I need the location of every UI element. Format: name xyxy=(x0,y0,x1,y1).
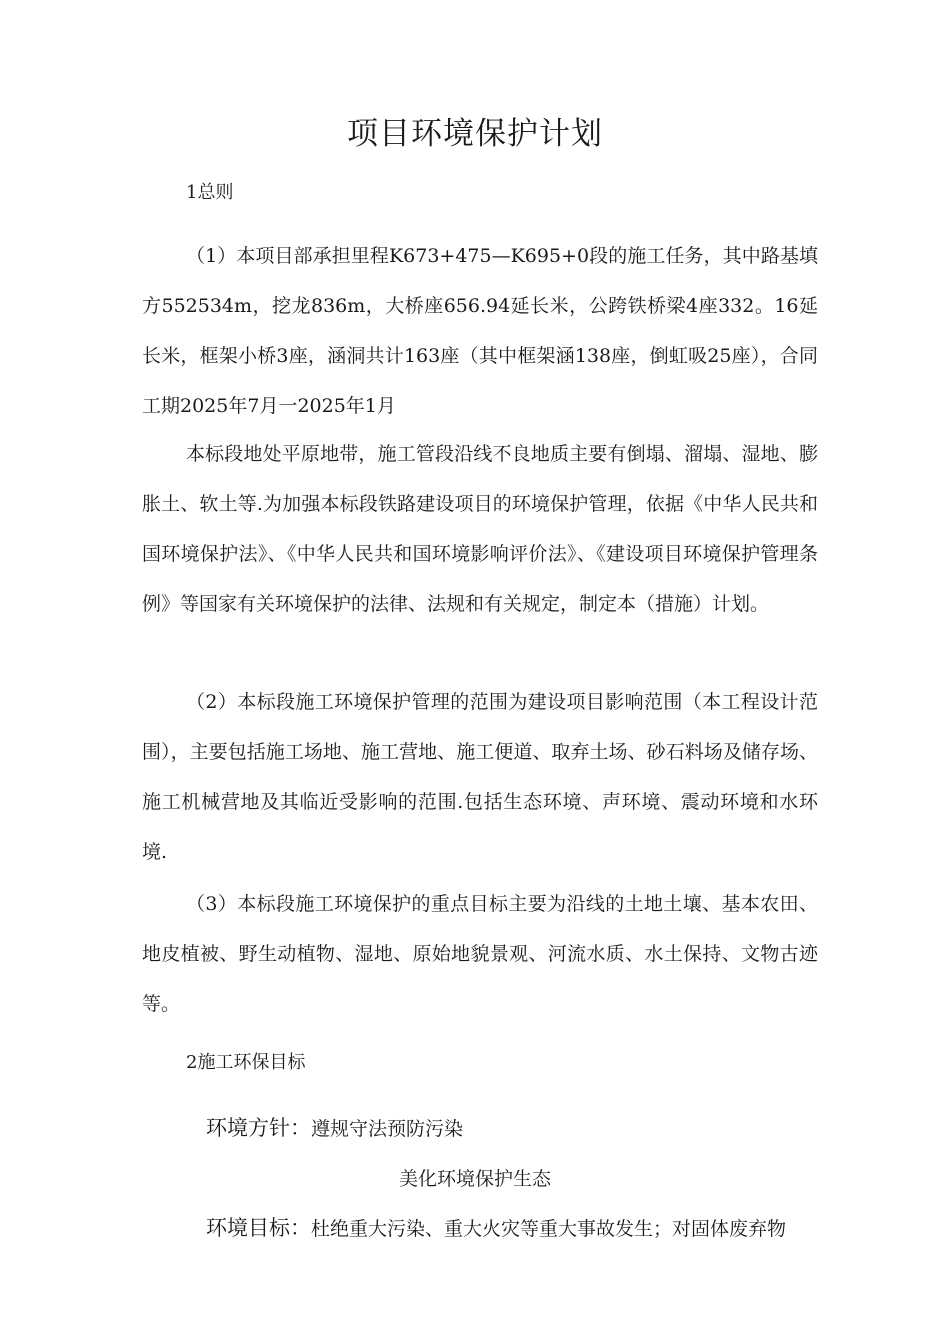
policy-second-line: 美化环境保护生态 xyxy=(398,1168,551,1190)
target-label: 环境目标： xyxy=(206,1216,311,1240)
environment-target-line xyxy=(206,1212,786,1242)
policy-text: 遵规守法预防污染 xyxy=(311,1118,464,1140)
target-text: 杜绝重大污染、重大火灾等重大事故发生；对固体废弃物 xyxy=(311,1218,787,1240)
paragraph-3: （2）本标段施工环境保护管理的范围为建设项目影响范围（本工程设计范围），主要包括施工场地、施工营地、施工便道、取弃土场、砂石料场及储存场、施工机械营地及其临近受影响的范围.包括生态环境、声环境、震动环境和水环境. xyxy=(142,691,818,863)
paragraph-4: （3）本标段施工环境保护的重点目标主要为沿线的土地土壤、基本农田、地皮植被、野生动植物、湿地、原始地貌景观、河流水质、水土保持、文物古迹等。 xyxy=(142,893,818,1015)
section-1-heading: 1总则 xyxy=(186,182,234,203)
paragraph-2: 本标段地处平原地带，施工管段沿线不良地质主要有倒塌、溜塌、湿地、膨胀土、软土等.为加强本标段铁路建设项目的环境保护管理，依据《中华人民共和国环境保护法》、《中华人民共和国环境影响评价法》、《建设项目环境保护管理条例》等国家有关环境保护的法律、法规和有关规定，制定本（措施）计划。 xyxy=(142,443,818,615)
paragraph-1: （1）本项目部承担里程K673+475—K695+0段的施工任务，其中路基填方552534m，挖龙836m，大桥座656.94延长米，公跨铁桥梁4座332。16延长米，框架小桥3座，涵洞共计163座（其中框架涵138座，倒虹吸25座），合同工期2025年7月一2025年1月 xyxy=(142,245,818,417)
section-2-heading: 2施工环保目标 xyxy=(186,1052,306,1073)
document-title: 项目环境保护计划 xyxy=(347,116,603,152)
policy-label: 环境方针： xyxy=(206,1116,311,1140)
environment-policy-line xyxy=(206,1112,463,1142)
